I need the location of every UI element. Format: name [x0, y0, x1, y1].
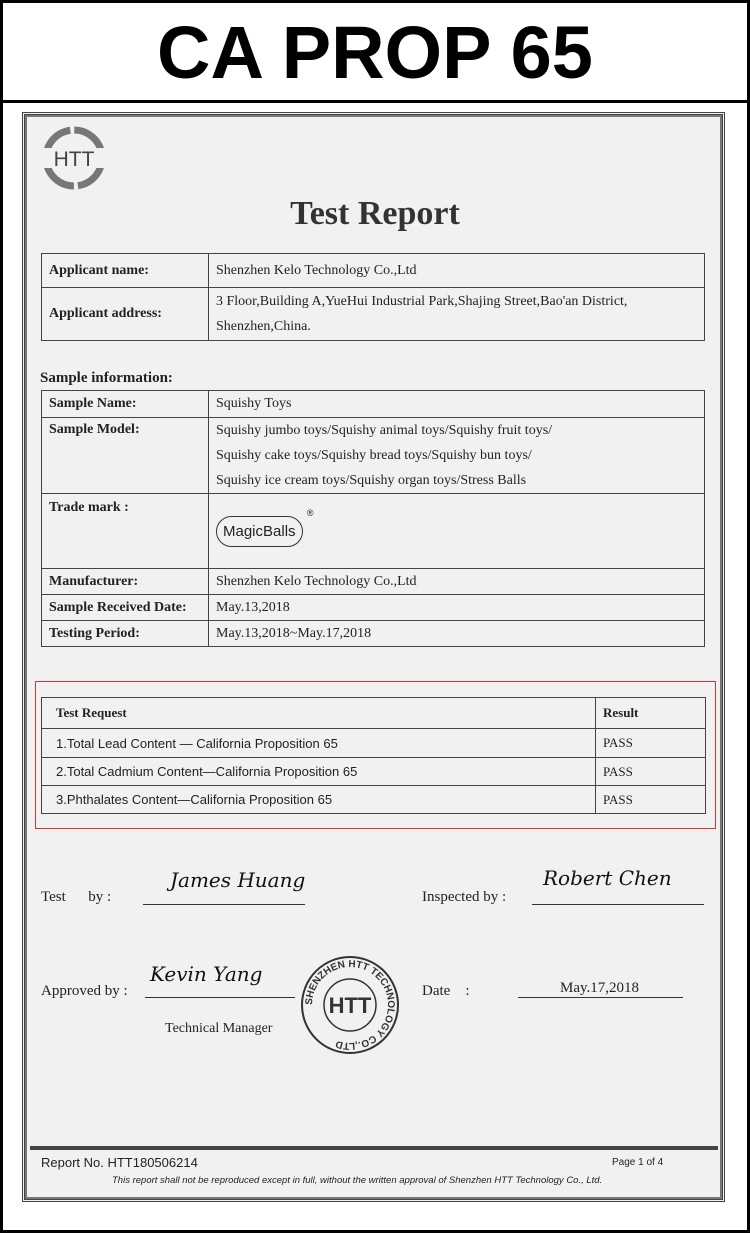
test-request: 3.Phthalates Content—California Proposition 65: [42, 786, 596, 814]
svg-text:HTT: HTT: [328, 993, 372, 1018]
applicant-address-label: Applicant address:: [42, 288, 209, 341]
sample-table: [41, 390, 705, 647]
test-by-label: Test by :: [41, 889, 112, 905]
htt-logo: [40, 124, 108, 192]
test-result: PASS: [596, 758, 706, 786]
testing-period-label: Testing Period:: [42, 621, 209, 647]
test-request-table: [41, 697, 706, 814]
sample-model-label: Sample Model:: [42, 418, 209, 494]
report-number: Report No. HTT180506214: [41, 1155, 198, 1170]
test-signature: James Huang: [170, 868, 306, 892]
received-date-label: Sample Received Date:: [42, 595, 209, 621]
applicant-name: Shenzhen Kelo Technology Co.,Ltd: [209, 254, 705, 288]
test-result: PASS: [596, 729, 706, 758]
banner-title: CA PROP 65: [3, 3, 747, 103]
approved-title: Technical Manager: [165, 1021, 273, 1036]
sample-model-line: Squishy cake toys/Squishy bread toys/Squishy bun toys/: [216, 448, 532, 463]
sample-model-line: Squishy jumbo toys/Squishy animal toys/Squishy fruit toys/: [216, 423, 553, 438]
test-request: 2.Total Cadmium Content—California Proposition 65: [42, 758, 596, 786]
inspected-by-label: Inspected by :: [422, 889, 507, 905]
sample-model-line: Squishy ice cream toys/Squishy organ toys/Stress Balls: [216, 473, 527, 488]
received-date: May.13,2018: [209, 595, 705, 621]
report-title: Test Report: [290, 195, 460, 232]
test-request-header: Test Request: [42, 698, 596, 729]
svg-text:SHENZHEN HTT TECHNOLOGY CO.,LT: SHENZHEN HTT TECHNOLOGY CO.,LTD: [303, 958, 397, 1052]
page-number: Page 1 of 4: [612, 1157, 664, 1168]
sample-name: Squishy Toys: [209, 391, 705, 418]
table-row: [42, 729, 706, 758]
approved-by-label: Approved by :: [41, 983, 128, 999]
sample-name-label: Sample Name:: [42, 391, 209, 418]
applicant-table: [41, 253, 705, 341]
inspected-signature: Robert Chen: [543, 866, 672, 890]
approved-signature: Kevin Yang: [150, 962, 263, 986]
test-result: PASS: [596, 786, 706, 814]
sample-info-heading: Sample information:: [40, 370, 173, 386]
applicant-address-line1: 3 Floor,Building A,YueHui Industrial Park,Shajing Street,Bao'an District,: [216, 294, 628, 309]
table-row: [42, 786, 706, 814]
disclaimer: This report shall not be reproduced except in full, without the written approval of Shenzhen HTT Technology Co., Ltd.: [112, 1175, 603, 1186]
date-value: May.17,2018: [560, 980, 640, 996]
footer-divider: [30, 1146, 718, 1150]
testing-period: May.13,2018~May.17,2018: [209, 621, 705, 647]
result-header: Result: [596, 698, 706, 729]
manufacturer-label: Manufacturer:: [42, 569, 209, 595]
magicballs-trademark-logo: MagicBalls ®: [216, 516, 303, 547]
date-label: Date :: [422, 983, 470, 999]
company-stamp: [300, 955, 400, 1055]
manufacturer: Shenzhen Kelo Technology Co.,Ltd: [209, 569, 705, 595]
table-row: [42, 758, 706, 786]
test-request: 1.Total Lead Content — California Proposition 65: [42, 729, 596, 758]
svg-text:HTT: HTT: [53, 148, 95, 171]
applicant-address-line2: Shenzhen,China.: [216, 319, 311, 334]
applicant-name-label: Applicant name:: [42, 254, 209, 288]
trademark-label: Trade mark :: [42, 494, 209, 569]
